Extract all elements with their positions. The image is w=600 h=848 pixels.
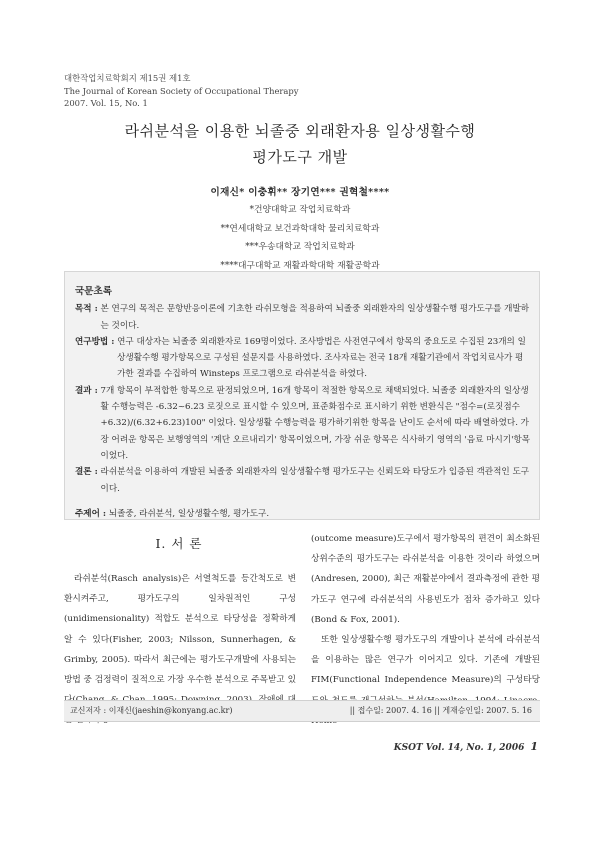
abstract-conclusion (75, 464, 531, 497)
author-list: 이재신* 이충휘** 장기연*** 권혁철**** (210, 187, 390, 198)
abstract-method (75, 334, 531, 383)
corresponding-author: 교신저자 : 이재신(jaeshin@konyang.ac.kr) (70, 706, 233, 715)
abstract-label: 목적 : (75, 304, 98, 315)
abstract-box (64, 271, 540, 520)
abstract-text: 연구 대상자는 뇌졸중 외래환자로 169명이었다. 조사방법은 사전연구에서 항목의 중요도로 수집된 23개의 일상생활수행 평가항목으로 구성된 설문지를 사용하였다. 조사자료는 전국 18개 재활기관에서 작업치료사가 평가한 결과를 수집하여 Winsteps 프로그램으로 라쉬분석을 하였다. (117, 336, 526, 380)
abstract-results (75, 383, 531, 464)
body-paragraph: (outcome measure)도구에서 평가항목의 편견이 최소화된 상위수준의 평가도구는 라쉬분석을 이용한 것이라 하였으며(Andresen, 2000), 최근 재활분야에서 결과측정에 관한 평가도구 연구에 라쉬분석의 사용빈도가 점차 증가하고 있다(Bond & Fox, 2001). (311, 534, 540, 625)
affiliation-4: ****대구대학교 재활과학대학 재활공학과 (220, 260, 380, 271)
correspondence-footnote (64, 700, 540, 722)
section-heading-introduction: Ⅰ. 서 론 (155, 536, 203, 551)
abstract-label: 결과 : (75, 385, 98, 396)
page-footer (394, 740, 538, 753)
abstract-text: 7개 항목이 부적합한 항목으로 판정되었으며, 16개 항목이 적절한 항목으로 채택되었다. 뇌졸중 외래환자의 일상생활 수행능력은 -6.32~6.23 로짓으로 표시할 수 있으며, 표준화점수로 표시하기 위한 변환식은 "점수=(로짓점수+6.32)/(6.32+6.23)100" 이었다. 일상생활 수행능력을 평가하기위한 항목을 난이도 순서에 따라 배열하였다. 가장 어려운 항목은 보행영역의 '계단 오르내리기' 항목이었으며, 가장 쉬운 항목은 식사하기 영역의 '음료 마시기'항목이었다. (100, 385, 531, 461)
title-line-1: 라쉬분석을 이용한 뇌졸중 외래환자용 일상생활수행 (124, 122, 476, 140)
affiliation-list (200, 201, 400, 275)
abstract-label: 결론 : (75, 467, 98, 478)
abstract-label: 연구방법 : (75, 336, 115, 347)
journal-name-english: The Journal of Korean Society of Occupational Therapy (64, 85, 299, 96)
paper-title (0, 118, 600, 170)
abstract-text: 본 연구의 목적은 문항반응이론에 기초한 라쉬모형을 적용하여 뇌졸중 외래환자의 일상생활수행 평가도구를 개발하는 것이다. (100, 304, 530, 331)
journal-volume: 2007. Vol. 15, No. 1 (64, 98, 148, 108)
abstract-keywords (75, 506, 531, 522)
title-line-2: 평가도구 개발 (252, 148, 348, 166)
footer-journal: KSOT Vol. 14, No. 1, 2006 (393, 743, 525, 753)
affiliation-1: *건양대학교 작업치료학과 (249, 205, 351, 215)
journal-header (64, 72, 299, 110)
abstract-text: 라쉬분석을 이용하여 개발된 뇌졸중 외래환자의 일상생활수행 평가도구는 신뢰도와 타당도가 입증된 객관적인 도구이다. (100, 467, 530, 494)
submission-dates: || 접수일: 2007. 4. 16 || 게재승인일: 2007. 5. 16 (349, 706, 532, 715)
affiliation-2: **연세대학교 보건과학대학 물리치료학과 (220, 223, 380, 234)
body-paragraph: 라쉬분석(Rasch analysis)은 서열척도를 등간척도로 변환시켜주고, 평가도구의 일차원적인 구성(unidimensionality) 적합도 분석으로 타당성을 정확하게 알 수 있다(Fisher, 2003; Nilsson, Sunnerhagen, & Grimby, 2005). 따라서 최근에는 평가도구개발에 사용되는 방법 중 검정력이 질적으로 가장 우수한 분석으로 주목받고 있 (64, 574, 296, 686)
body-paragraph: 또한 일상생활수행 평가도구의 개발이나 분석에 라쉬분석을 이용하는 많은 연구가 이어지고 있다. 기존에 개발된 FIM(Functional Independence Measure)의 구성타당 (311, 635, 540, 686)
abstract-purpose (75, 301, 531, 334)
abstract-heading: 국문초록 (75, 286, 113, 297)
journal-name-korean: 대한작업치료학회지 제15권 제1호 (64, 73, 191, 83)
keywords-label: 주제어 : (75, 508, 107, 519)
keywords-text: 뇌졸중, 라쉬분석, 일상생활수행, 평가도구. (108, 508, 270, 519)
affiliation-3: ***우송대학교 작업치료학과 (245, 242, 355, 252)
page-number: 1 (530, 740, 538, 753)
